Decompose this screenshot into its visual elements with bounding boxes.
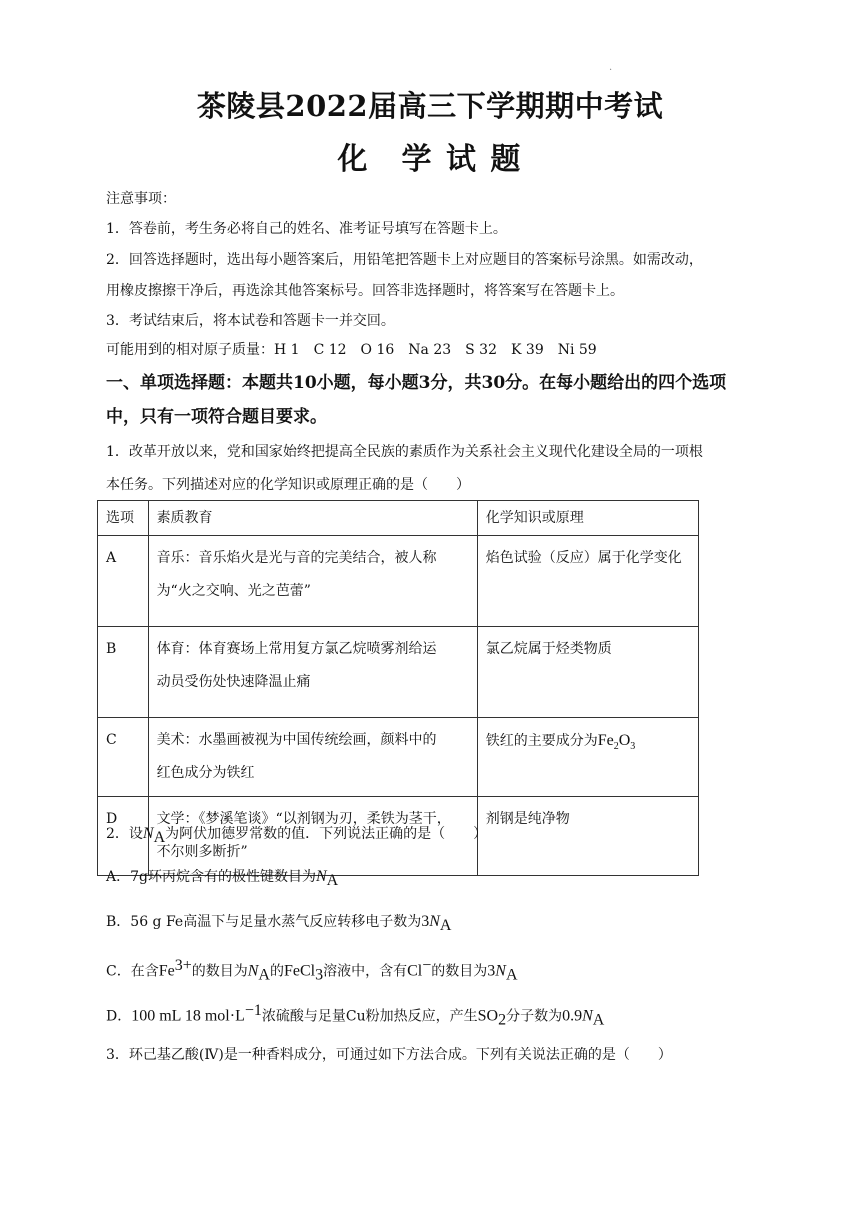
formula-fe2o3 (597, 732, 636, 753)
chemistry-cell: 氯乙烷属于烃类物质 (477, 627, 698, 718)
page-dot: . (609, 62, 613, 73)
avogadro-symbol: N (429, 913, 440, 930)
q1-stem: 1．改革开放以来，党和国家始终把提高全民族的素质作为关系社会主义现代化建设全局的一项根 (106, 444, 703, 460)
education-text: 体育：体育赛场上常用复方氯乙烷喷雾剂给运 (156, 641, 437, 657)
education-cell (148, 627, 477, 718)
table-row (98, 627, 699, 718)
formula-part: Fe (597, 732, 614, 749)
concentration: 100 mL 18 mol·L (131, 1007, 245, 1025)
education-text: 美术：水墨画被视为中国传统绘画，颜料中的 (156, 732, 437, 748)
atomic-masses: 可能用到的相对原子质量：H 1 C 12 O 16 Na 23 S 32 K 39 Ni 59 (106, 342, 597, 358)
formula-fecl3: FeCl (283, 962, 316, 980)
option-text: 的数目为 (431, 963, 488, 980)
option-text: A．7g环丙烷含有的极性键数目为 (106, 869, 316, 885)
q3-stem: 3．环己基乙酸(Ⅳ)是一种香料成分，可通过如下方法合成。下列有关说法正确的是（ ） (106, 1047, 672, 1063)
header-chemistry: 化学知识或原理 (477, 501, 698, 536)
option-text: B．56 g Fe高温下与足量水蒸气反应转移电子数为 (106, 914, 422, 930)
education-cell (148, 718, 477, 797)
header-option: 选项 (98, 501, 149, 536)
section1-heading-cont: 中，只有一项符合题目要求。 (106, 407, 327, 427)
formula-cl: Cl (407, 962, 423, 980)
exam-subtitle: 化 学 试 题 (337, 142, 523, 177)
avogadro-sub: A (326, 871, 339, 889)
formula-sub: 3 (315, 966, 324, 984)
option-text: 溶液中，含有 (323, 963, 408, 980)
formula-sub: 2 (498, 1011, 507, 1029)
unit-sup: −1 (244, 1002, 262, 1019)
coefficient: 3 (421, 913, 430, 930)
table-row (98, 536, 699, 627)
chemistry-cell: 剂钢是纯净物 (477, 797, 698, 876)
header-education: 素质教育 (148, 501, 477, 536)
avogadro-symbol: N (247, 962, 259, 980)
charge-sup: 3+ (174, 957, 192, 974)
q2-stem (106, 823, 487, 847)
q2-option-b (106, 911, 451, 935)
avogadro-sub: A (505, 966, 518, 984)
q1-stem-cont: 本任务。下列描述对应的化学知识或原理正确的是（ ） (106, 477, 470, 493)
note-item-2: 2．回答选择题时，选出每小题答案后，用铅笔把答题卡上对应题目的答案标号涂黑。如需改动， (106, 252, 703, 268)
option-label: C (98, 718, 149, 797)
option-text: 浓硫酸与足量Cu粉加热反应，产生 (261, 1008, 478, 1025)
formula-fe: Fe (158, 962, 175, 980)
chemistry-text: 铁红的主要成分为 (485, 733, 598, 749)
education-text: 不尔则多断折” (156, 844, 248, 860)
avogadro-symbol: N (142, 825, 154, 842)
formula-part: O (618, 732, 631, 749)
education-text: 红色成分为铁红 (156, 765, 255, 781)
avogadro-sub: A (258, 966, 270, 984)
avogadro-sub: A (153, 828, 166, 846)
avogadro-symbol: N (315, 868, 327, 885)
avogadro-symbol: N (582, 1007, 593, 1025)
education-cell (148, 536, 477, 627)
formula-sub: 2 (613, 741, 619, 753)
option-text: 的 (269, 963, 284, 980)
formula-so2: SO (477, 1007, 499, 1025)
formula-sub: 3 (630, 741, 636, 753)
avogadro-sub: A (439, 916, 452, 934)
option-label: B (98, 627, 149, 718)
option-text: 的数目为 (191, 963, 248, 980)
coefficient: 0.9 (562, 1007, 583, 1025)
note-item-3: 3．考试结束后，将本试卷和答题卡一并交回。 (106, 313, 395, 329)
note-item-2-cont: 用橡皮擦擦干净后，再选涂其他答案标号。回答非选择题时，将答案写在答题卡上。 (106, 283, 624, 299)
education-text: 动员受伤处快速降温止痛 (156, 674, 311, 690)
coefficient: 3 (487, 962, 496, 980)
q2-stem-text: 2．设 (106, 826, 143, 842)
avogadro-sub: A (592, 1011, 605, 1029)
table-row (98, 718, 699, 797)
chemistry-cell (477, 718, 698, 797)
education-text: 文学：《梦溪笔谈》“以剂钢为刃，柔铁为茎干， (156, 811, 451, 827)
chemistry-cell: 焰色试验（反应）属于化学变化 (477, 536, 698, 627)
option-text: 分子数为 (506, 1008, 563, 1025)
option-label: A (98, 536, 149, 627)
table-header-row (98, 501, 699, 536)
exam-title: 茶陵县2022届高三下学期期中考试 (196, 89, 664, 123)
q1-table (97, 500, 699, 876)
option-text: C．在含 (106, 963, 159, 980)
avogadro-symbol: N (495, 962, 506, 980)
section1-heading: 一、单项选择题：本题共10小题，每小题3分，共30分。在每小题给出的四个选项 (106, 373, 727, 393)
education-text: 音乐：音乐焰火是光与音的完美结合，被人称 (156, 550, 437, 566)
charge-sup: − (422, 957, 432, 974)
q2-option-d (106, 1002, 604, 1029)
option-label: D (98, 797, 149, 876)
q2-option-a (106, 866, 338, 890)
option-text: D． (106, 1008, 132, 1025)
education-text: 为“火之交响、光之芭蕾” (156, 583, 311, 599)
q2-stem-text: 为阿伏加德罗常数的值．下列说法正确的是（ ） (165, 826, 488, 842)
notes-heading: 注意事项： (106, 191, 176, 207)
q2-option-c (106, 957, 518, 984)
note-item-1: 1．答卷前，考生务必将自己的姓名、准考证号填写在答题卡上。 (106, 221, 507, 237)
